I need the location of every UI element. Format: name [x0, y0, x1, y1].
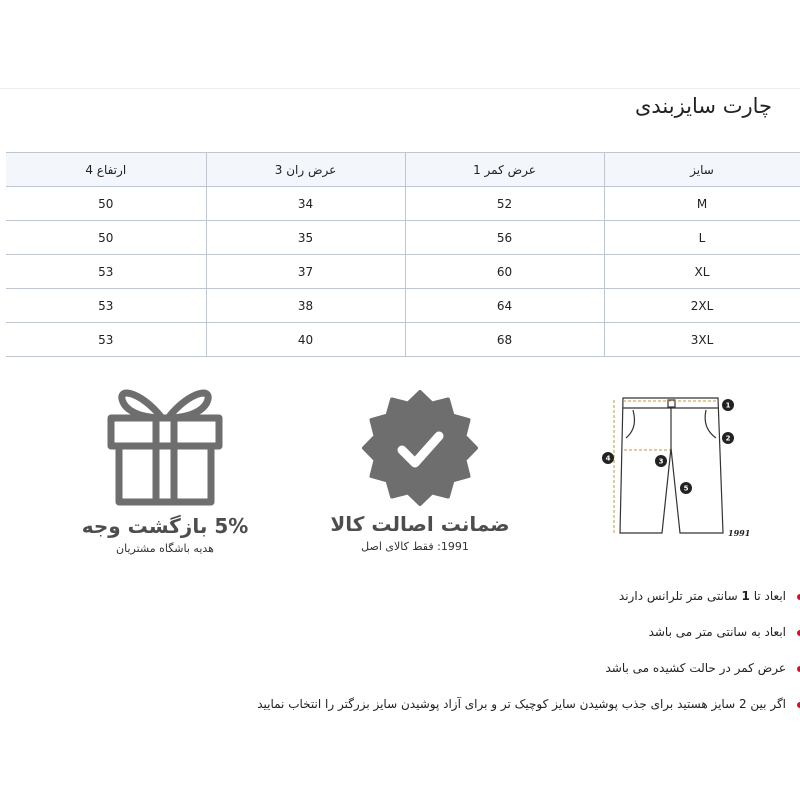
- note-item: [0, 584, 800, 620]
- cashback-title: 5% بازگشت وجه: [81, 514, 249, 538]
- cell-size: M: [604, 187, 800, 221]
- cell-height: 53: [6, 323, 206, 357]
- cell-waist: 60: [405, 255, 604, 289]
- column-header-thigh: عرض ران 3: [206, 153, 405, 187]
- cell-thigh: 34: [206, 187, 405, 221]
- marker-1: 1: [725, 401, 731, 410]
- cell-thigh: 40: [206, 323, 405, 357]
- measurement-diagram: [598, 388, 758, 543]
- cell-thigh: 35: [206, 221, 405, 255]
- note-item: [0, 620, 800, 656]
- diagram-brand: 1991: [728, 528, 751, 538]
- note-highlight: 1: [741, 589, 750, 603]
- cell-waist: 56: [405, 221, 604, 255]
- table-row: [6, 289, 800, 323]
- verified-badge-icon: [315, 390, 525, 508]
- marker-4: 4: [605, 454, 611, 463]
- cell-thigh: 38: [206, 289, 405, 323]
- size-chart-table: [6, 152, 800, 357]
- cell-height: 50: [6, 221, 206, 255]
- cell-height: 53: [6, 255, 206, 289]
- table-row: [6, 221, 800, 255]
- note-text: اگر بین 2 سایز هستید برای جذب پوشیدن سایز کوچیک تر و برای آزاد پوشیدن سایز بزرگتر را انتخاب نمایید: [257, 697, 786, 711]
- note-item: [0, 656, 800, 692]
- cell-height: 53: [6, 289, 206, 323]
- cashback-feature: [70, 380, 260, 555]
- column-header-size: سایز: [604, 153, 800, 187]
- cell-waist: 64: [405, 289, 604, 323]
- note-text: ابعاد تا: [749, 589, 786, 603]
- marker-2: 2: [725, 434, 731, 443]
- cell-size: XL: [604, 255, 800, 289]
- cell-size: L: [604, 221, 800, 255]
- column-header-height: ارتفاع 4: [6, 153, 206, 187]
- size-notes: [0, 584, 800, 728]
- shorts-measurement-icon: [598, 388, 758, 543]
- guarantee-title: ضمانت اصالت کالا: [330, 512, 510, 536]
- note-text-end: سانتی متر تلرانس دارند: [618, 589, 742, 603]
- marker-5: 5: [683, 484, 689, 493]
- marker-3: 3: [658, 457, 664, 466]
- table-header-row: [6, 153, 800, 187]
- guarantee-subtitle: 1991: فقط کالای اصل: [361, 540, 469, 553]
- cell-size: 2XL: [604, 289, 800, 323]
- cell-waist: 52: [405, 187, 604, 221]
- top-divider: [0, 88, 800, 89]
- cell-waist: 68: [405, 323, 604, 357]
- cell-height: 50: [6, 187, 206, 221]
- table-row: [6, 187, 800, 221]
- gift-icon: [70, 380, 260, 510]
- cashback-subtitle: هدیه باشگاه مشتریان: [116, 542, 214, 555]
- table-row: [6, 255, 800, 289]
- table-row: [6, 323, 800, 357]
- page-title: چارت سایزبندی: [634, 94, 772, 118]
- note-item: [0, 692, 800, 728]
- column-header-waist: عرض کمر 1: [405, 153, 604, 187]
- cell-thigh: 37: [206, 255, 405, 289]
- cell-size: 3XL: [604, 323, 800, 357]
- note-text: ابعاد به سانتی متر می باشد: [648, 625, 786, 639]
- guarantee-feature: [315, 390, 525, 553]
- note-text: عرض کمر در حالت کشیده می باشد: [605, 661, 786, 675]
